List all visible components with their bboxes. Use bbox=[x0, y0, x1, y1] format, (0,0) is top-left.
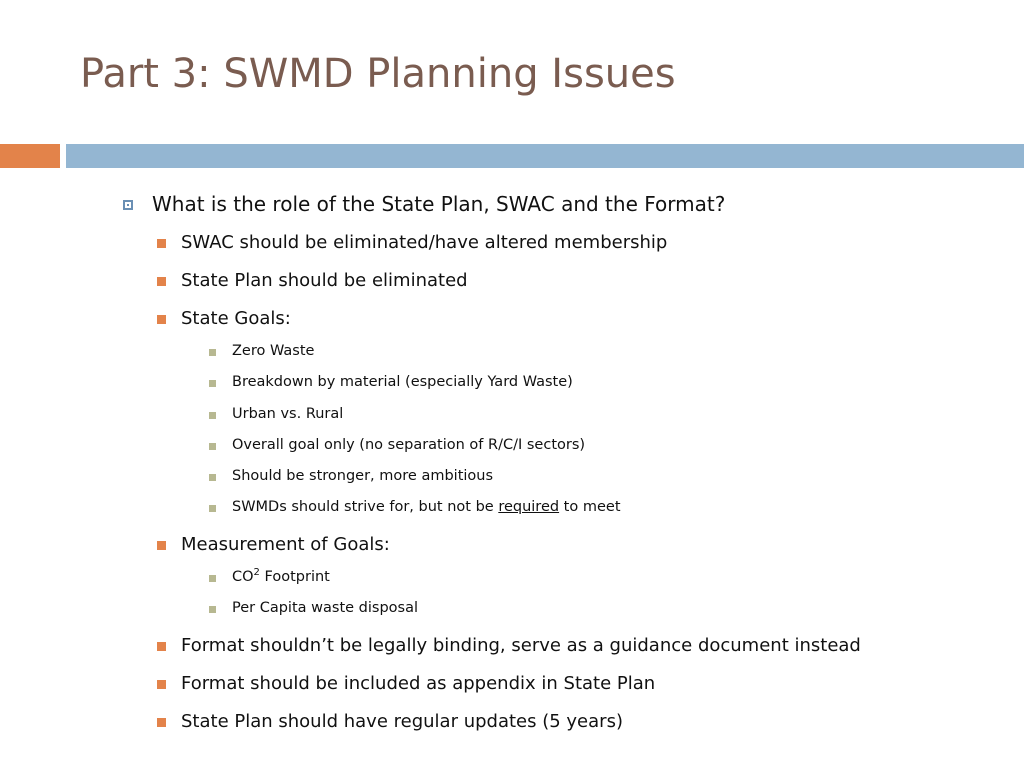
square-bullet-icon bbox=[157, 642, 166, 651]
bullet-state-plan-updates: State Plan should have regular updates (5 years) bbox=[181, 711, 623, 732]
subbullet-swmds bbox=[232, 499, 621, 515]
small-square-bullet-icon bbox=[209, 575, 216, 582]
subbullet-breakdown: Breakdown by material (especially Yard Waste) bbox=[232, 374, 573, 390]
bullet-swac: SWAC should be eliminated/have altered membership bbox=[181, 232, 668, 253]
hollow-square-bullet-icon bbox=[123, 200, 133, 210]
bullet-measurement: Measurement of Goals: bbox=[181, 534, 390, 555]
small-square-bullet-icon bbox=[209, 412, 216, 419]
subbullet-per-capita: Per Capita waste disposal bbox=[232, 600, 418, 616]
small-square-bullet-icon bbox=[209, 606, 216, 613]
subbullet-urban-rural: Urban vs. Rural bbox=[232, 406, 344, 422]
small-square-bullet-icon bbox=[209, 505, 216, 512]
co2-text-suffix: Footprint bbox=[259, 569, 330, 585]
co2-superscript: 2 bbox=[253, 567, 260, 579]
swmds-text-prefix: SWMDs should strive for, but not be bbox=[232, 499, 499, 515]
bullet-state-plan-eliminated: State Plan should be eliminated bbox=[181, 270, 468, 291]
small-square-bullet-icon bbox=[209, 443, 216, 450]
square-bullet-icon bbox=[157, 680, 166, 689]
small-square-bullet-icon bbox=[209, 349, 216, 356]
subbullet-overall-goal: Overall goal only (no separation of R/C/I sectors) bbox=[232, 437, 586, 453]
swmds-text-required: required bbox=[498, 499, 560, 515]
slide-title: Part 3: SWMD Planning Issues bbox=[80, 51, 676, 97]
subbullet-co2-footprint bbox=[232, 569, 330, 585]
small-square-bullet-icon bbox=[209, 380, 216, 387]
bullet-format-binding: Format shouldn’t be legally binding, serve as a guidance document instead bbox=[181, 635, 861, 656]
square-bullet-icon bbox=[157, 541, 166, 550]
bullet-main-question: What is the role of the State Plan, SWAC and the Format? bbox=[152, 192, 726, 216]
swmds-text-suffix: to meet bbox=[559, 499, 621, 515]
bullet-state-goals: State Goals: bbox=[181, 308, 291, 329]
co2-text-prefix: CO bbox=[232, 569, 254, 585]
square-bullet-icon bbox=[157, 718, 166, 727]
square-bullet-icon bbox=[157, 315, 166, 324]
small-square-bullet-icon bbox=[209, 474, 216, 481]
bullet-format-appendix: Format should be included as appendix in State Plan bbox=[181, 673, 656, 694]
subbullet-stronger: Should be stronger, more ambitious bbox=[232, 468, 494, 484]
square-bullet-icon bbox=[157, 277, 166, 286]
subbullet-zero-waste: Zero Waste bbox=[232, 343, 315, 359]
square-bullet-icon bbox=[157, 239, 166, 248]
